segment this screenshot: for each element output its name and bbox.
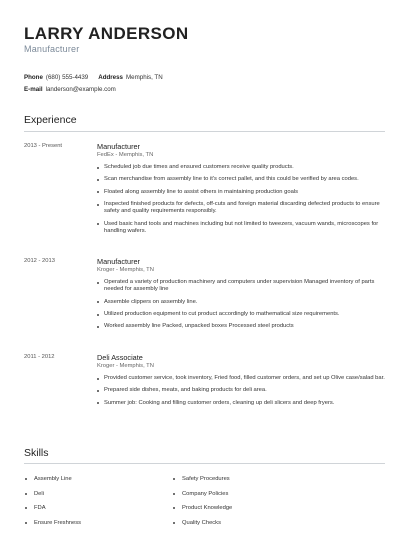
email-value: landerson@example.com	[46, 86, 116, 93]
job-bullets	[97, 279, 387, 336]
skill-item: Assembly Line	[25, 476, 81, 491]
skills-heading: Skills	[24, 447, 49, 459]
email-label: E-mail	[24, 86, 43, 93]
skill-item: FDA	[25, 505, 81, 520]
address-label: Address	[98, 74, 123, 81]
job-bullet: Operated a variety of production machinery and computers under supervision Managed inventory of parts needed for assembly line	[97, 279, 387, 293]
job-bullet: Inspected finished products for defects, off-cuts and foreign material discarding defected products to ensure safety and quality requirements responsibly.	[97, 201, 387, 215]
job-bullet: Scheduled job due times and ensured customers receive quality products.	[97, 164, 387, 171]
job-company: Kroger - Memphis, TN	[97, 363, 154, 369]
phone-value: (680) 555-4439	[46, 74, 88, 81]
candidate-name: LARRY ANDERSON	[24, 24, 189, 44]
job-bullets	[97, 375, 387, 412]
skills-divider	[24, 463, 385, 464]
job-bullets	[97, 164, 387, 240]
job-title: Manufacturer	[97, 142, 140, 151]
skill-item: Deli	[25, 491, 81, 506]
job-bullet: Summer job: Cooking and filling customer orders, cleaning up deli slicers and deep fryers.	[97, 400, 387, 407]
address-value: Memphis, TN	[126, 74, 163, 81]
job-bullet: Utilized production equipment to cut product accordingly to mathematical size requirements.	[97, 311, 387, 318]
skills-left-column	[25, 476, 81, 534]
job-bullet: Assemble clippers on assembly line.	[97, 299, 387, 306]
job-dates: 2011 - 2012	[24, 354, 55, 360]
job-bullet: Provided customer service, took inventory, Fried food, filled customer orders, and set up Olive case/salad bar.	[97, 375, 387, 382]
contact-line-2	[24, 86, 116, 93]
job-title: Deli Associate	[97, 353, 143, 362]
job-title: Manufacturer	[97, 257, 140, 266]
job-company: Kroger - Memphis, TN	[97, 267, 154, 273]
job-bullet: Worked assembly line Packed, unpacked boxes Processed steel products	[97, 323, 387, 330]
skill-item: Quality Checks	[173, 520, 232, 534]
skill-item: Product Knowledge	[173, 505, 232, 520]
job-dates: 2012 - 2013	[24, 258, 55, 264]
job-bullet: Used basic hand tools and machines including but not limited to tweezers, vacuum wands, microscopes for handling wafers.	[97, 221, 387, 235]
job-dates: 2013 - Present	[24, 143, 62, 149]
phone-label: Phone	[24, 74, 43, 81]
contact-line-1	[24, 74, 163, 81]
skills-right-column	[173, 476, 232, 534]
skill-item: Safety Procedures	[173, 476, 232, 491]
skill-item: Ensure Freshness	[25, 520, 81, 534]
job-bullet: Prepared side dishes, meats, and baking products for deli area.	[97, 387, 387, 394]
candidate-title: Manufacturer	[24, 44, 79, 54]
job-bullet: Floated along assembly line to assist others in maintaining production goals	[97, 189, 387, 196]
skill-item: Company Policies	[173, 491, 232, 506]
job-bullet: Scan merchandise from assembly line to it's correct pallet, and this could be verified by area codes.	[97, 176, 387, 183]
experience-heading: Experience	[24, 114, 77, 126]
job-company: FedEx - Memphis, TN	[97, 152, 153, 158]
experience-divider	[24, 131, 385, 132]
